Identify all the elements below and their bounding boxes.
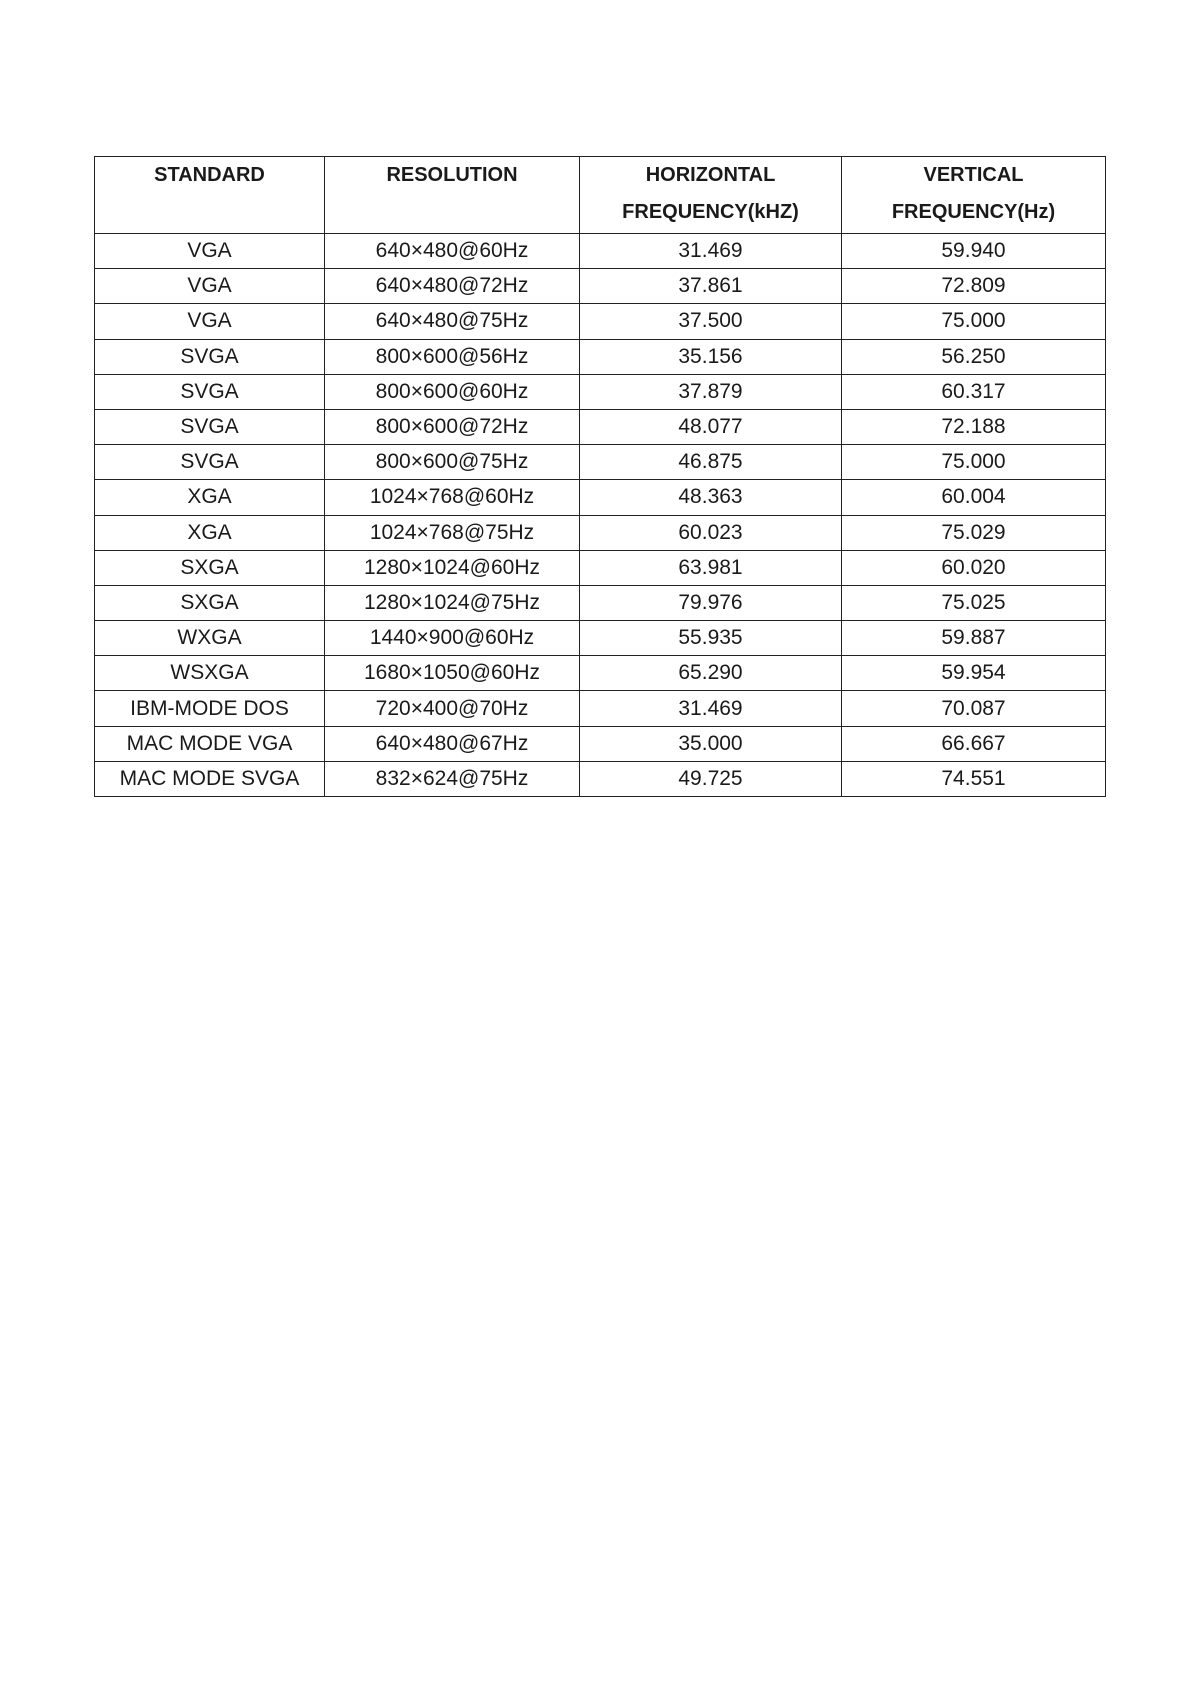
table-row [95, 409, 1106, 444]
cell-resolution: 640×480@72Hz [325, 269, 580, 304]
cell-standard: WXGA [95, 621, 325, 656]
cell-resolution: 800×600@75Hz [325, 445, 580, 480]
cell-horizontal: 48.077 [580, 409, 842, 444]
cell-standard: VGA [95, 304, 325, 339]
cell-standard: IBM-MODE DOS [95, 691, 325, 726]
cell-resolution: 720×400@70Hz [325, 691, 580, 726]
table-body [95, 234, 1106, 797]
cell-vertical: 59.887 [842, 621, 1106, 656]
header-horizontal-frequency [580, 157, 842, 234]
table-row [95, 234, 1106, 269]
header-horizontal-line-1: HORIZONTAL [645, 164, 776, 186]
table-row [95, 585, 1106, 620]
header-standard [95, 157, 325, 234]
cell-resolution: 640×480@75Hz [325, 304, 580, 339]
table-row [95, 656, 1106, 691]
cell-vertical: 72.809 [842, 269, 1106, 304]
cell-horizontal: 49.725 [580, 761, 842, 796]
table-row [95, 374, 1106, 409]
cell-standard: SVGA [95, 445, 325, 480]
cell-standard: MAC MODE SVGA [95, 761, 325, 796]
table-row [95, 480, 1106, 515]
cell-vertical: 70.087 [842, 691, 1106, 726]
cell-horizontal: 55.935 [580, 621, 842, 656]
cell-horizontal: 37.861 [580, 269, 842, 304]
table-header [95, 157, 1106, 234]
cell-standard: SVGA [95, 339, 325, 374]
cell-horizontal: 48.363 [580, 480, 842, 515]
table-row [95, 445, 1106, 480]
cell-standard: SVGA [95, 374, 325, 409]
cell-vertical: 75.029 [842, 515, 1106, 550]
cell-resolution: 1280×1024@60Hz [325, 550, 580, 585]
cell-resolution: 1024×768@60Hz [325, 480, 580, 515]
cell-vertical: 59.954 [842, 656, 1106, 691]
cell-resolution: 1280×1024@75Hz [325, 585, 580, 620]
cell-vertical: 74.551 [842, 761, 1106, 796]
cell-vertical: 72.188 [842, 409, 1106, 444]
cell-vertical: 59.940 [842, 234, 1106, 269]
cell-standard: VGA [95, 269, 325, 304]
table-row [95, 726, 1106, 761]
cell-horizontal: 65.290 [580, 656, 842, 691]
cell-resolution: 640×480@67Hz [325, 726, 580, 761]
cell-vertical: 60.317 [842, 374, 1106, 409]
cell-resolution: 800×600@60Hz [325, 374, 580, 409]
cell-horizontal: 31.469 [580, 691, 842, 726]
cell-resolution: 1024×768@75Hz [325, 515, 580, 550]
cell-vertical: 60.004 [842, 480, 1106, 515]
cell-horizontal: 31.469 [580, 234, 842, 269]
header-vertical-frequency [842, 157, 1106, 234]
header-row [95, 157, 1106, 234]
table-row [95, 691, 1106, 726]
header-horizontal-line-2: FREQUENCY(kHZ) [622, 201, 799, 223]
cell-resolution: 832×624@75Hz [325, 761, 580, 796]
cell-resolution: 800×600@72Hz [325, 409, 580, 444]
cell-vertical: 56.250 [842, 339, 1106, 374]
cell-resolution: 1440×900@60Hz [325, 621, 580, 656]
header-vertical-line-1: VERTICAL [923, 164, 1024, 186]
header-standard-line: STANDARD [154, 164, 265, 186]
cell-standard: XGA [95, 480, 325, 515]
cell-resolution: 1680×1050@60Hz [325, 656, 580, 691]
cell-standard: SXGA [95, 585, 325, 620]
timing-table [94, 156, 1106, 797]
cell-standard: WSXGA [95, 656, 325, 691]
cell-vertical: 75.000 [842, 304, 1106, 339]
cell-horizontal: 60.023 [580, 515, 842, 550]
header-resolution-line: RESOLUTION [386, 164, 518, 186]
table-row [95, 339, 1106, 374]
cell-horizontal: 46.875 [580, 445, 842, 480]
table-row [95, 304, 1106, 339]
table-row [95, 621, 1106, 656]
table-row [95, 269, 1106, 304]
cell-standard: SVGA [95, 409, 325, 444]
table-row [95, 550, 1106, 585]
cell-vertical: 75.000 [842, 445, 1106, 480]
cell-vertical: 66.667 [842, 726, 1106, 761]
table-row [95, 761, 1106, 796]
cell-standard: SXGA [95, 550, 325, 585]
cell-resolution: 640×480@60Hz [325, 234, 580, 269]
cell-horizontal: 37.500 [580, 304, 842, 339]
cell-standard: VGA [95, 234, 325, 269]
header-resolution [325, 157, 580, 234]
cell-vertical: 75.025 [842, 585, 1106, 620]
cell-horizontal: 37.879 [580, 374, 842, 409]
cell-horizontal: 79.976 [580, 585, 842, 620]
cell-standard: XGA [95, 515, 325, 550]
cell-standard: MAC MODE VGA [95, 726, 325, 761]
table-row [95, 515, 1106, 550]
cell-vertical: 60.020 [842, 550, 1106, 585]
header-vertical-line-2: FREQUENCY(Hz) [891, 201, 1056, 223]
cell-horizontal: 35.000 [580, 726, 842, 761]
cell-resolution: 800×600@56Hz [325, 339, 580, 374]
cell-horizontal: 35.156 [580, 339, 842, 374]
cell-horizontal: 63.981 [580, 550, 842, 585]
